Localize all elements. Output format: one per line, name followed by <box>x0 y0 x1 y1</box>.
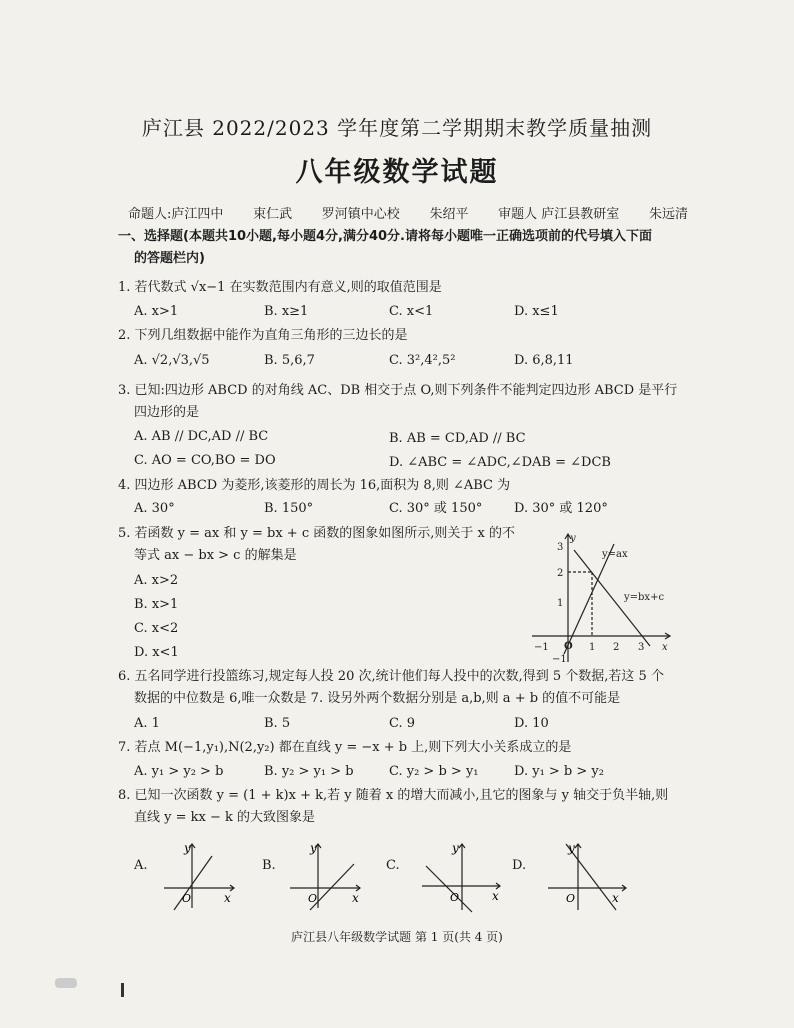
option-a: A. 1 <box>134 716 160 731</box>
q5-function-graph <box>528 526 678 666</box>
question-stem-cont: 直线 y = kx − k 的大致图象是 <box>134 810 316 825</box>
line-y-ax <box>564 544 614 654</box>
option-c: C. AO = CO,BO = DO <box>134 453 276 468</box>
x-axis-label: x <box>224 891 231 905</box>
question-stem: 6. 五名同学进行投篮练习,规定每人投 20 次,统计他们每人投中的次数,得到 5 个数据,若这 5 个 <box>118 669 664 684</box>
option-b: B. y₂ > y₁ > b <box>264 764 354 779</box>
origin-label: O <box>564 641 573 652</box>
option-c: C. x<1 <box>389 304 434 319</box>
question-stem: 3. 已知:四边形 ABCD 的对角线 AC、DB 相交于点 O,则下列条件不能判定四边形 ABCD 是平行 <box>118 383 678 398</box>
option-c: C. y₂ > b > y₁ <box>389 764 479 779</box>
section-heading-line1: 一、选择题(本题共10小题,每小题4分,满分40分.请将每小题唯一正确选项前的代号填入下面 <box>118 229 652 244</box>
question-4 <box>118 475 698 497</box>
origin-label: O <box>182 892 192 905</box>
question-1 <box>118 277 698 299</box>
y-axis-label: y <box>568 841 575 855</box>
proposer2-name: 朱绍平 <box>429 207 469 222</box>
option-d: D. 6,8,11 <box>514 353 574 368</box>
option-d: D. 10 <box>514 716 549 731</box>
option-a: A. x>2 <box>134 573 179 588</box>
scan-blotch <box>55 978 77 988</box>
q8-graph-d <box>544 838 634 913</box>
section-heading <box>118 226 678 270</box>
option-a: A. 30° <box>134 501 175 516</box>
proposer-label: 命题人:庐江四中 <box>128 207 224 222</box>
question-stem: 4. 四边形 ABCD 为菱形,该菱形的周长为 16,面积为 8,则 ∠ABC 为 <box>118 478 511 493</box>
question-5 <box>118 523 528 567</box>
x-tick-neg1: −1 <box>534 642 549 653</box>
exam-title: 庐江县 2022/2023 学年度第二学期期末教学质量抽测 <box>141 116 653 140</box>
section-heading-line2: 的答题栏内) <box>134 251 205 266</box>
option-c: C. x<2 <box>134 621 179 636</box>
option-c: C. 9 <box>389 716 416 731</box>
option-b: B. x>1 <box>134 597 179 612</box>
option-b: B. 5,6,7 <box>264 353 315 368</box>
question-3 <box>118 380 698 424</box>
y-axis-label: y <box>184 841 191 855</box>
question-stem-cont: 等式 ax − bx > c 的解集是 <box>134 548 297 563</box>
graph-line <box>174 856 212 910</box>
option-b: B. <box>262 858 276 873</box>
x-axis-label: x <box>662 642 668 653</box>
option-d: D. x<1 <box>134 645 179 660</box>
y-axis-label: y <box>310 841 317 855</box>
question-6 <box>118 666 698 710</box>
label-y-ax: y=ax <box>602 549 628 560</box>
x-tick-2: 2 <box>613 642 620 653</box>
reviewer-name: 朱远清 <box>648 207 688 222</box>
question-8 <box>118 785 698 829</box>
y-tick-2: 2 <box>557 568 564 579</box>
exam-subtitle: 八年级数学试题 <box>295 157 499 188</box>
option-b: B. 5 <box>264 716 291 731</box>
option-d: D. 30° 或 120° <box>514 501 608 516</box>
option-a: A. √2,√3,√5 <box>134 353 210 368</box>
option-a: A. y₁ > y₂ > b <box>134 764 224 779</box>
question-stem-cont: 四边形的是 <box>134 405 200 420</box>
option-d: D. ∠ABC = ∠ADC,∠DAB = ∠DCB <box>389 455 611 470</box>
x-axis-label: x <box>612 891 619 905</box>
y-axis-label: y <box>452 841 459 855</box>
option-c: C. 30° 或 150° <box>389 501 483 516</box>
option-d: D. <box>512 858 527 873</box>
proposer2-org: 罗河镇中心校 <box>321 207 400 222</box>
origin-label: O <box>308 892 318 905</box>
q8-graph-b <box>286 838 368 913</box>
question-stem: 7. 若点 M(−1,y₁),N(2,y₂) 都在直线 y = −x + b 上,则下列大小关系成立的是 <box>118 740 572 755</box>
option-a: A. x>1 <box>134 304 179 319</box>
authors-line <box>128 203 688 222</box>
option-a: A. <box>134 858 148 873</box>
q8-graph-c <box>418 838 508 913</box>
origin-label: O <box>450 891 460 904</box>
proposer-name: 束仁武 <box>253 207 293 222</box>
graph-line <box>426 866 472 912</box>
option-c: C. 3²,4²,5² <box>389 353 456 368</box>
page-footer: 庐江县八年级数学试题 第 1 页(共 4 页) <box>291 930 503 944</box>
y-tick-1: 1 <box>557 598 564 609</box>
option-d: D. y₁ > b > y₂ <box>514 764 604 779</box>
label-y-bx-c: y=bx+c <box>624 592 665 603</box>
scan-mark <box>121 983 124 997</box>
y-tick-3: 3 <box>557 542 564 553</box>
q8-graph-a <box>160 838 242 913</box>
question-stem-cont: 数据的中位数是 6,唯一众数是 7. 设另外两个数据分别是 a,b,则 a + b 的值不可能是 <box>134 691 621 706</box>
option-b: B. x≥1 <box>264 304 309 319</box>
option-a: A. AB // DC,AD // BC <box>134 429 269 444</box>
x-tick-3: 3 <box>638 642 645 653</box>
option-d: D. x≤1 <box>514 304 559 319</box>
x-axis-label: x <box>352 891 359 905</box>
option-c: C. <box>386 858 400 873</box>
y-tick-neg1: −1 <box>552 654 567 665</box>
origin-label: O <box>566 892 576 905</box>
question-stem: 5. 若函数 y = ax 和 y = bx + c 函数的图象如图所示,则关于 x 的不 <box>118 526 515 541</box>
reviewer-label: 审题人 庐江县教研室 <box>498 207 620 222</box>
question-stem: 8. 已知一次函数 y = (1 + k)x + k,若 y 随着 x 的增大而减小,且它的图象与 y 轴交于负半轴,则 <box>118 788 669 803</box>
y-axis-label: y <box>570 533 576 544</box>
option-b: B. AB = CD,AD // BC <box>389 431 526 446</box>
x-axis-label: x <box>492 889 499 903</box>
question-7 <box>118 737 698 759</box>
question-stem: 1. 若代数式 √x−1 在实数范围内有意义,则的取值范围是 <box>118 280 442 295</box>
x-tick-1: 1 <box>589 642 596 653</box>
question-stem: 2. 下列几组数据中能作为直角三角形的三边长的是 <box>118 328 408 343</box>
option-b: B. 150° <box>264 501 314 516</box>
question-2 <box>118 325 698 347</box>
